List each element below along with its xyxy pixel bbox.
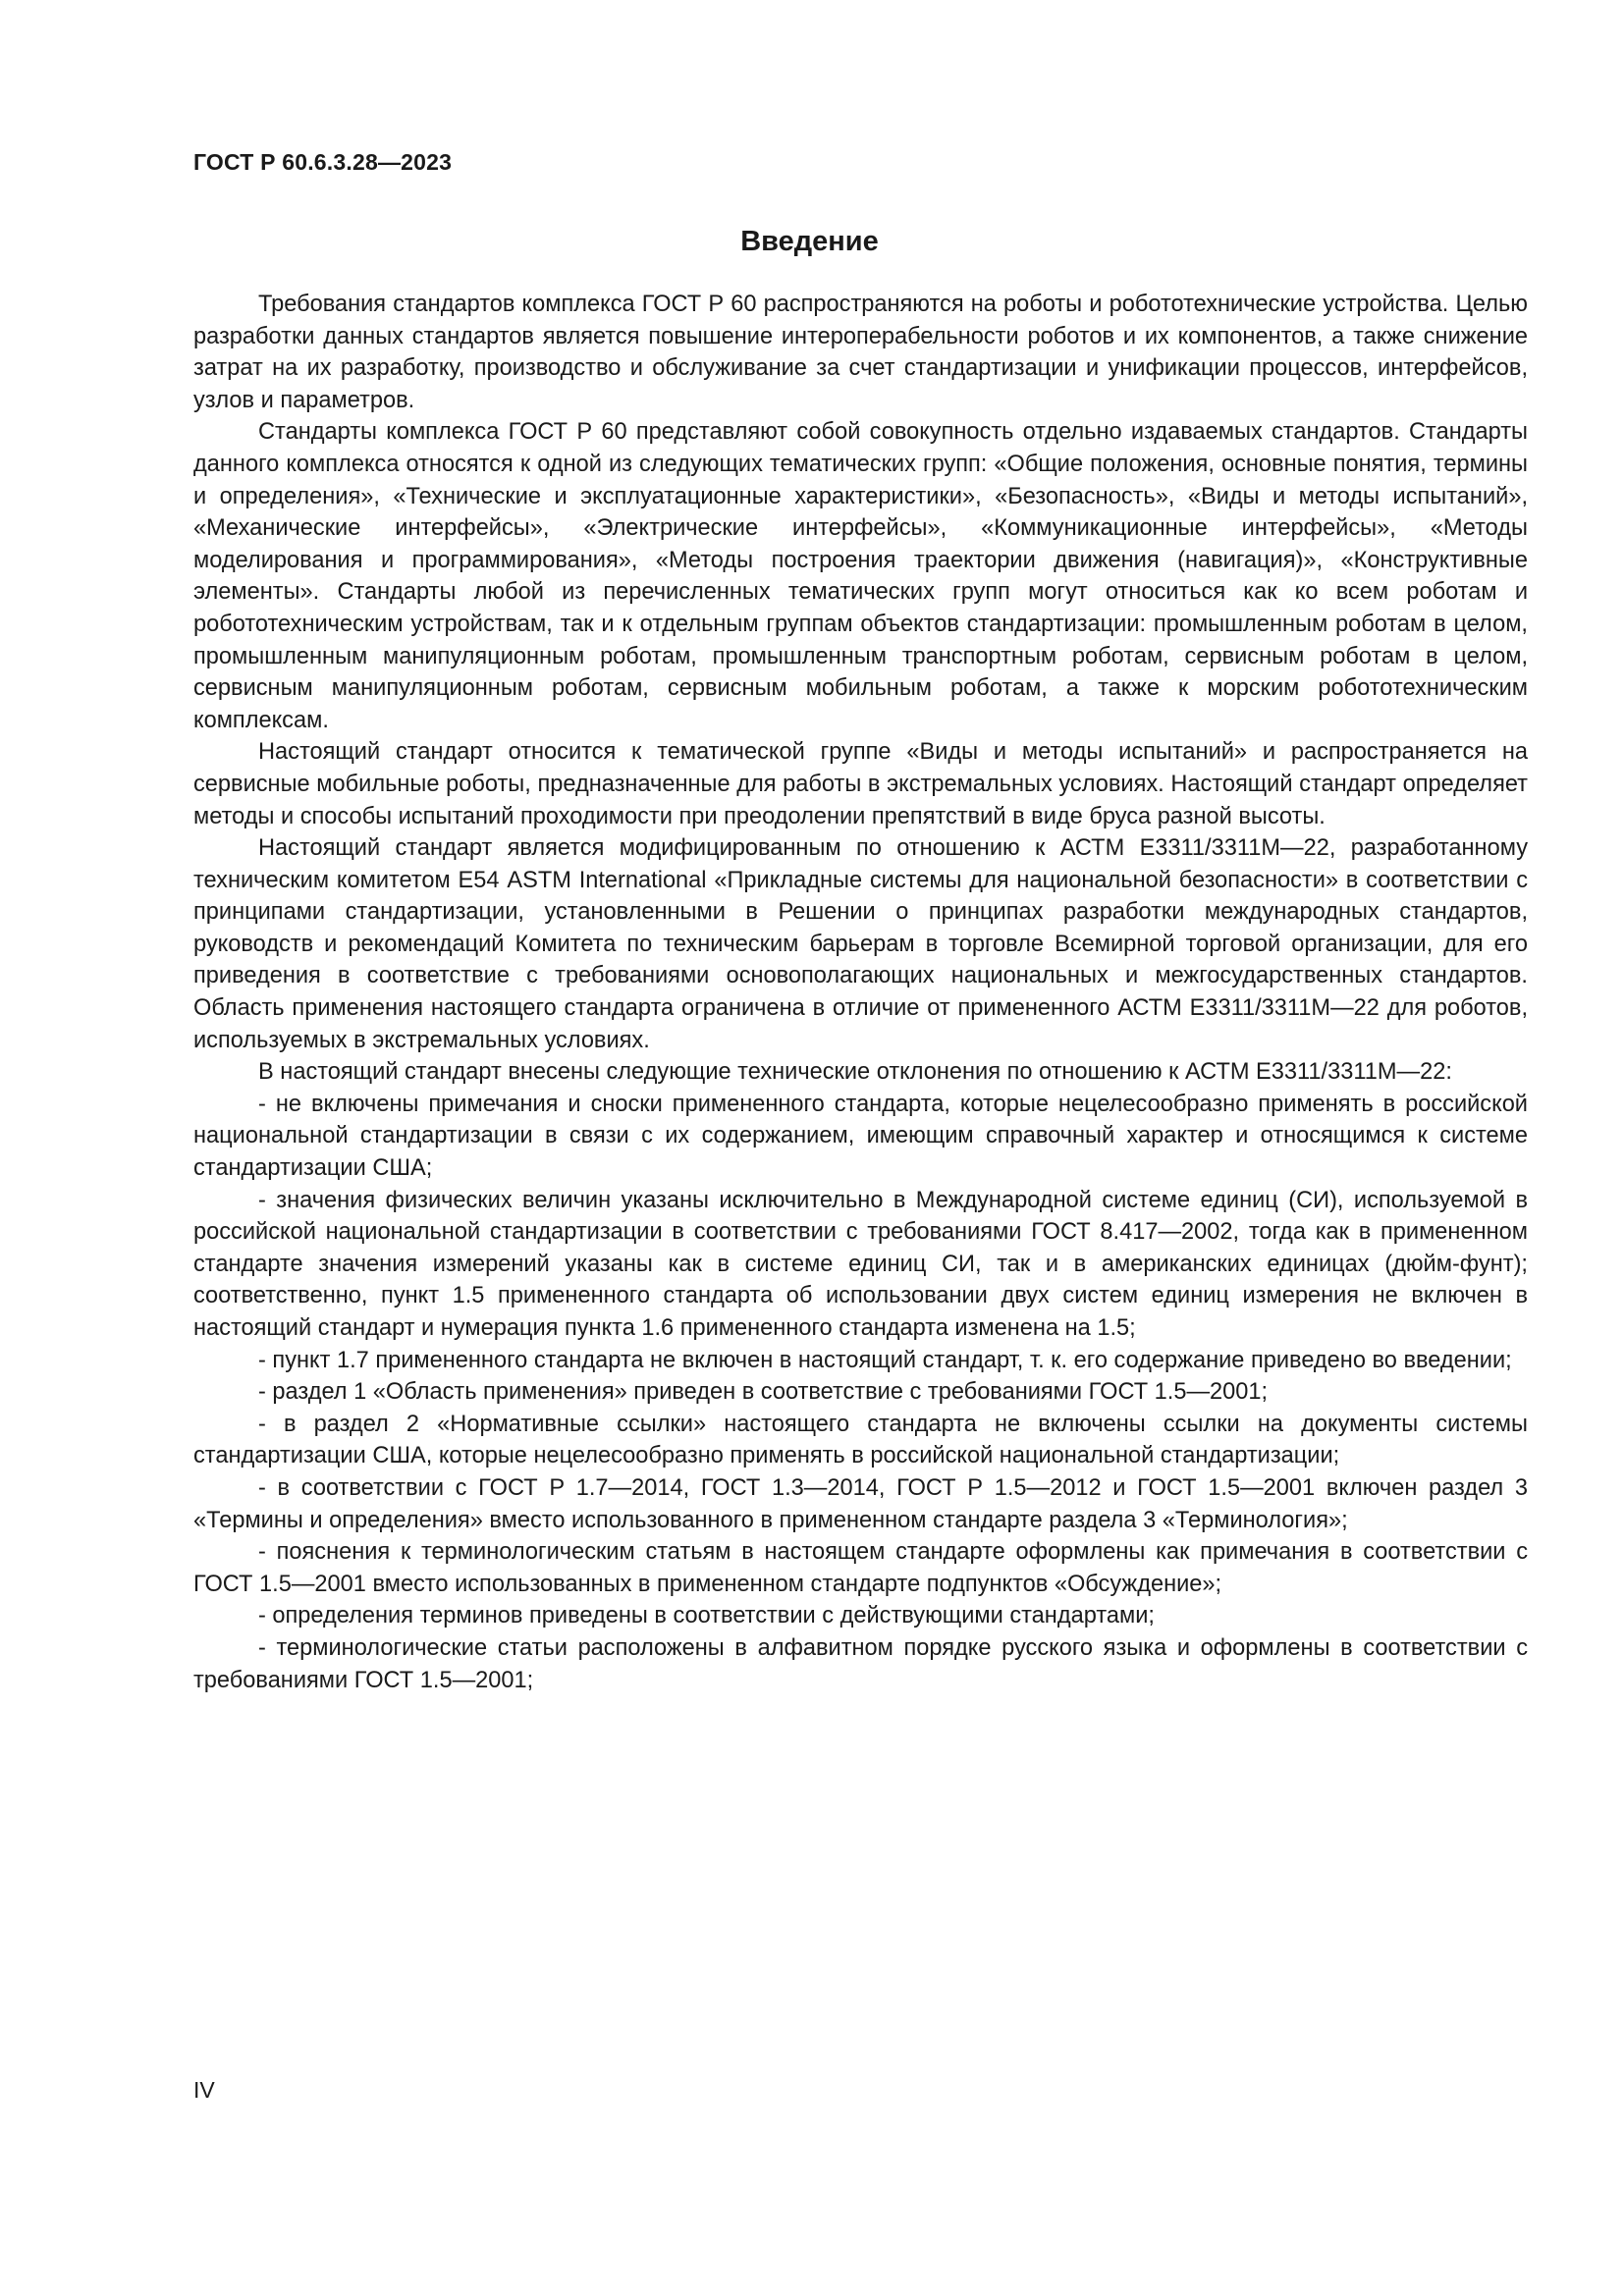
list-item: - определения терминов приведены в соответствии с действующими стандартами; bbox=[258, 1603, 1155, 1629]
list-item: - в раздел 2 «Нормативные ссылки» настоящего стандарта не включены ссылки на документы системы стандартизации США, которые нецелесообразно применять в российской национальной стандартизации; bbox=[193, 1411, 1528, 1469]
paragraph: В настоящий стандарт внесены следующие технические отклонения по отношению к АСТМ Е3311/3311М—22: bbox=[258, 1059, 1452, 1086]
list-item: - раздел 1 «Область применения» приведен в соответствие с требованиями ГОСТ 1.5—2001; bbox=[258, 1379, 1269, 1406]
list-item: - значения физических величин указаны исключительно в Международной системе единиц (СИ), используемой в российской национальной стандартизации в соответствии с требованиями ГОСТ 8.417—2002, тогда как в примененном стандарте значения измерений указаны как в системе единиц СИ, так и в американских единицах (дюйм-фунт); соответственно, пункт 1.5 примененного стандарта об использовании двух систем единиц измерения не включен в настоящий стандарт и нумерация пункта 1.6 примененного стандарта изменена на 1.5; bbox=[193, 1187, 1528, 1341]
page-number: IV bbox=[193, 2077, 215, 2103]
list-item: - в соответствии с ГОСТ Р 1.7—2014, ГОСТ 1.3—2014, ГОСТ Р 1.5—2012 и ГОСТ 1.5—2001 включен раздел 3 «Термины и определения» вместо использованного в примененном стандарте раздела 3 «Терминология»; bbox=[193, 1474, 1528, 1533]
body-text bbox=[193, 289, 1528, 1696]
paragraph: Требования стандартов комплекса ГОСТ Р 60 распространяются на роботы и робототехнические устройства. Целью разработки данных стандартов является повышение интероперабельности роботов и их компонентов, а также снижение затрат на их разработку, производство и обслуживание за счет стандартизации и унификации процессов, интерфейсов, узлов и параметров. bbox=[193, 292, 1528, 413]
list-item: - терминологические статьи расположены в алфавитном порядке русского языка и оформлены в соответствии с требованиями ГОСТ 1.5—2001; bbox=[193, 1634, 1528, 1693]
paragraph: Настоящий стандарт является модифицированным по отношению к АСТМ Е3311/3311М—22, разработанному техническим комитетом Е54 ASTM International «Прикладные системы для национальной безопасности» в соответствии с принципами стандартизации, установленными в Решении о принципах разработки международных стандартов, руководств и рекомендаций Комитета по техническим барьерам в торговле Всемирной торговой организации, для его приведения в соответствие с требованиями основополагающих национальных и межгосударственных стандартов. Область применения настоящего стандарта ограничена в отличие от примененного АСТМ Е3311/3311М—22 для роботов, используемых в экстремальных условиях. bbox=[193, 835, 1528, 1053]
list-item: - пояснения к терминологическим статьям в настоящем стандарте оформлены как примечания в соответствии с ГОСТ 1.5—2001 вместо использованных в примененном стандарте подпунктов «Обсуждение»; bbox=[193, 1539, 1528, 1597]
list-item: - не включены примечания и сноски примененного стандарта, которые нецелесообразно применять в российской национальной стандартизации в связи с их содержанием, имеющим справочный характер и относящимся к системе стандартизации США; bbox=[193, 1091, 1528, 1182]
document-code-header: ГОСТ Р 60.6.3.28—2023 bbox=[193, 149, 453, 175]
paragraph: Настоящий стандарт относится к тематической группе «Виды и методы испытаний» и распространяется на сервисные мобильные роботы, предназначенные для работы в экстремальных условиях. Настоящий стандарт определяет методы и способы испытаний проходимости при преодолении препятствий в виде бруса разной высоты. bbox=[193, 739, 1528, 829]
paragraph: Стандарты комплекса ГОСТ Р 60 представляют собой совокупность отдельно издаваемых стандартов. Стандарты данного комплекса относятся к одной из следующих тематических групп: «Общие положения, основные понятия, термины и определения», «Технические и эксплуатационные характеристики», «Безопасность», «Виды и методы испытаний», «Механические интерфейсы», «Электрические интерфейсы», «Коммуникационные интерфейсы», «Методы моделирования и программирования», «Методы построения траектории движения (навигация)», «Конструктивные элементы». Стандарты любой из перечисленных тематических групп могут относиться как ко всем роботам и робототехническим устройствам, так и к отдельным группам объектов стандартизации: промышленным роботам в целом, промышленным манипуляционным роботам, промышленным транспортным роботам, сервисным роботам в целом, сервисным манипуляционным роботам, сервисным мобильным роботам, а также к морским робототехническим комплексам. bbox=[193, 419, 1528, 733]
list-item: - пункт 1.7 примененного стандарта не включен в настоящий стандарт, т. к. его содержание приведено во введении; bbox=[258, 1347, 1512, 1373]
section-title: Введение bbox=[740, 226, 879, 257]
